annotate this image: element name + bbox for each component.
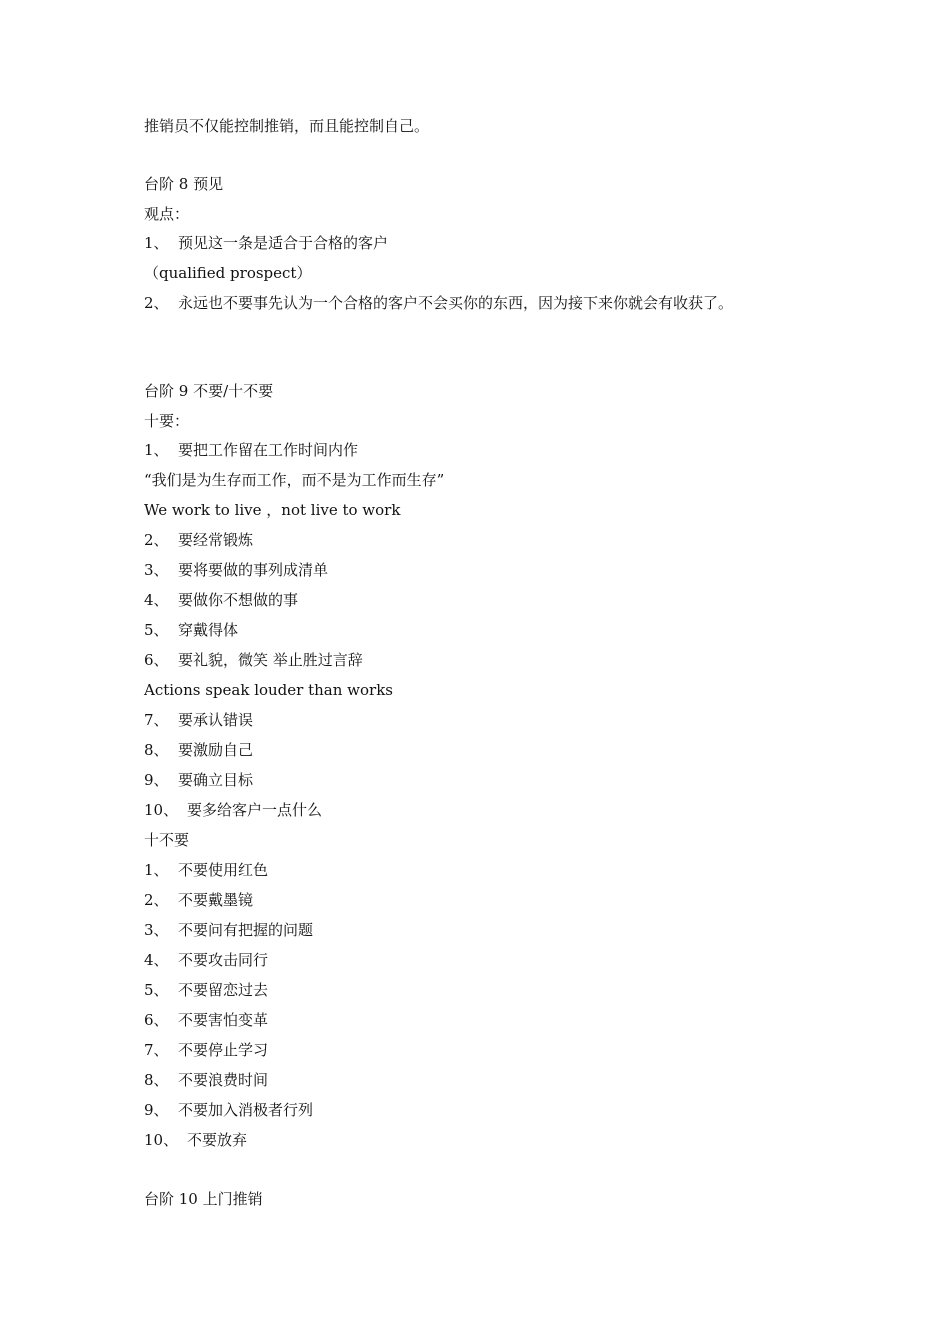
list-item — [144, 470, 444, 490]
list-item — [144, 1040, 268, 1060]
item-text: 不要浪费时间 — [178, 1071, 269, 1089]
item-number: 1、 — [144, 441, 169, 459]
list-item — [144, 740, 253, 760]
item-text: 不要害怕变革 — [178, 1011, 269, 1029]
item-number: 1、 — [144, 861, 169, 879]
item-number: 7、 — [144, 711, 169, 729]
list-item — [144, 620, 238, 640]
item-text: 要激励自己 — [178, 741, 254, 759]
step9-dont-label: 十不要 — [144, 831, 190, 849]
item-text: 不要问有把握的问题 — [178, 921, 314, 939]
list-item — [144, 770, 253, 790]
list-item — [144, 650, 363, 670]
item-number: 8、 — [144, 1071, 169, 1089]
intro-paragraph: 推销员不仅能控制推销，而且能控制自己。 — [144, 117, 430, 135]
list-item — [144, 680, 393, 700]
item-number: 4、 — [144, 951, 169, 969]
item-text: We work to live ，not live to work — [144, 501, 401, 519]
item-text: 要承认错误 — [178, 711, 254, 729]
item-number: 9、 — [144, 771, 169, 789]
item-text: 要礼貌，微笑 举止胜过言辞 — [178, 651, 363, 669]
list-item — [144, 440, 358, 460]
item-text: 永远也不要事先认为一个合格的客户不会买你的东西，因为接下来你就会有收获了。 — [178, 294, 734, 312]
item-number: 2、 — [144, 531, 169, 549]
list-item — [144, 293, 733, 313]
item-number: 6、 — [144, 651, 169, 669]
step10-heading: 台阶 10 上门推销 — [144, 1190, 263, 1208]
list-item — [144, 950, 268, 970]
item-text: 不要加入消极者行列 — [178, 1101, 314, 1119]
item-number: 7、 — [144, 1041, 169, 1059]
item-number: 4、 — [144, 591, 169, 609]
item-text: 不要留恋过去 — [178, 981, 269, 999]
list-item — [144, 800, 322, 820]
item-text: 预见这一条是适合于合格的客户 — [178, 234, 389, 252]
item-text: 要确立目标 — [178, 771, 254, 789]
list-item — [144, 233, 388, 253]
item-number: 5、 — [144, 981, 169, 999]
item-text: 要经常锻炼 — [178, 531, 254, 549]
item-text: （qualified prospect） — [144, 264, 312, 282]
item-text: 不要攻击同行 — [178, 951, 269, 969]
list-item — [144, 980, 268, 1000]
item-number: 10、 — [144, 1131, 179, 1149]
item-text: Actions speak louder than works — [144, 681, 393, 699]
list-item — [144, 1010, 268, 1030]
item-number: 6、 — [144, 1011, 169, 1029]
item-text: 要把工作留在工作时间内作 — [178, 441, 359, 459]
list-item — [144, 920, 313, 940]
item-number: 3、 — [144, 921, 169, 939]
item-number: 1、 — [144, 234, 169, 252]
item-number: 2、 — [144, 294, 169, 312]
list-item — [144, 560, 328, 580]
list-item — [144, 263, 311, 283]
list-item — [144, 1070, 268, 1090]
step9-heading: 台阶 9 不要/十不要 — [144, 382, 274, 400]
step8-label: 观点： — [144, 205, 190, 223]
item-number: 3、 — [144, 561, 169, 579]
list-item — [144, 890, 253, 910]
list-item — [144, 860, 268, 880]
item-text: 不要放弃 — [187, 1131, 248, 1149]
item-number: 8、 — [144, 741, 169, 759]
list-item — [144, 1100, 313, 1120]
item-text: 不要停止学习 — [178, 1041, 269, 1059]
item-text: 不要使用红色 — [178, 861, 269, 879]
item-text: 要做你不想做的事 — [178, 591, 299, 609]
item-text: 要多给客户一点什么 — [187, 801, 323, 819]
list-item — [144, 530, 253, 550]
step9-do-label: 十要： — [144, 412, 190, 430]
item-text: 不要戴墨镜 — [178, 891, 254, 909]
list-item — [144, 710, 253, 730]
step8-heading: 台阶 8 预见 — [144, 175, 224, 193]
item-text: 穿戴得体 — [178, 621, 239, 639]
list-item — [144, 1130, 247, 1150]
item-number: 5、 — [144, 621, 169, 639]
item-text: 要将要做的事列成清单 — [178, 561, 329, 579]
list-item — [144, 590, 298, 610]
item-number: 9、 — [144, 1101, 169, 1119]
item-text: “我们是为生存而工作，而不是为工作而生存” — [144, 471, 445, 489]
list-item — [144, 500, 400, 520]
item-number: 10、 — [144, 801, 179, 819]
item-number: 2、 — [144, 891, 169, 909]
